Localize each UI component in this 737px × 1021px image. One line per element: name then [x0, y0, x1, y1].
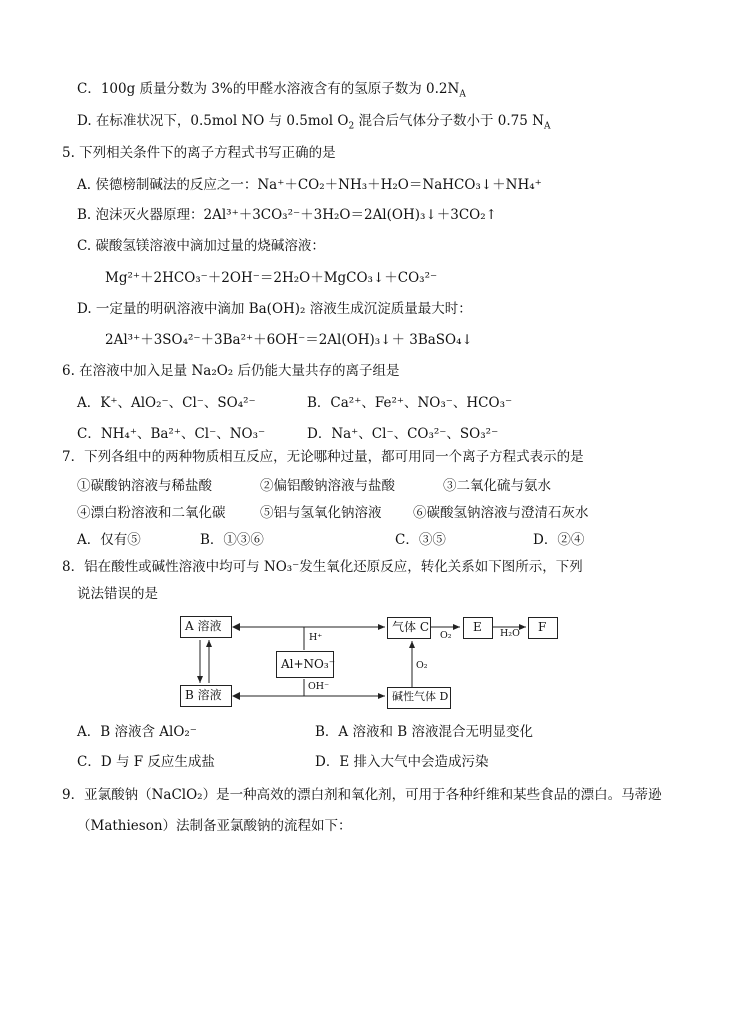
q5-stem: 5. 下列相关条件下的离子方程式书写正确的是 — [62, 145, 336, 161]
q8-option-c: C．D 与 F 反应生成盐 — [77, 754, 215, 770]
q7-item-4: ④漂白粉溶液和二氧化碳 — [77, 505, 226, 521]
diagram-box-c: 气体 C — [387, 617, 431, 639]
q6-stem: 6. 在溶液中加入足量 Na₂O₂ 后仍能大量共存的离子组是 — [62, 363, 400, 379]
q7-item-1: ①碳酸钠溶液与稀盐酸 — [77, 478, 212, 494]
diagram-label-h2o: H₂O — [500, 628, 520, 639]
q6-option-c: C．NH₄⁺、Ba²⁺、Cl⁻、NO₃⁻ — [77, 426, 266, 442]
diagram-box-d: 碱性气体 D — [387, 687, 451, 709]
q5-option-a: A. 侯德榜制碱法的反应之一：Na⁺＋CO₂＋NH₃＋H₂O＝NaHCO₃↓＋NH₄⁺ — [77, 177, 542, 193]
q5-option-b: B. 泡沫灭火器原理：2Al³⁺＋3CO₃²⁻＋3H₂O＝2Al(OH)₃↓＋3CO₂↑ — [77, 207, 497, 223]
q8-option-b: B．A 溶液和 B 溶液混合无明显变化 — [315, 724, 533, 740]
q6-option-a: A．K⁺、AlO₂⁻、Cl⁻、SO₄²⁻ — [77, 395, 256, 411]
diagram-box-center: Al+NO₃⁻ — [276, 651, 334, 678]
q5-option-c: C. 碳酸氢镁溶液中滴加过量的烧碱溶液： — [77, 238, 325, 254]
q8-stem-line2: 说法错误的是 — [77, 586, 158, 602]
diagram-label-o2-dc: O₂ — [416, 660, 428, 671]
q7-item-5: ⑤铝与氢氧化钠溶液 — [260, 505, 382, 521]
q7-option-c: C．③⑤ — [395, 532, 446, 548]
q5-option-d-equation: 2Al³⁺＋3SO₄²⁻＋3Ba²⁺＋6OH⁻＝2Al(OH)₃↓＋ 3BaSO₄↓ — [105, 332, 473, 348]
q4-option-d: D. 在标准状况下，0.5mol NO 与 0.5mol $O_2$ 混合后气体分子数小于 0.75 $N_A$ — [77, 113, 551, 132]
q7-item-2: ②偏铝酸钠溶液与盐酸 — [260, 478, 395, 494]
q4-option-c: C．100g 质量分数为 3%的甲醛水溶液含有的氢原子数为 $0.2N_A$ — [77, 81, 466, 100]
diagram-label-o2-ce: O₂ — [440, 630, 452, 641]
q5-option-c-equation: Mg²⁺＋2HCO₃⁻＋2OH⁻＝2H₂O＋MgCO₃↓＋CO₃²⁻ — [105, 270, 438, 286]
q8-option-a: A．B 溶液含 AlO₂⁻ — [77, 724, 197, 740]
q7-option-b: B．①③⑥ — [200, 532, 264, 548]
q7-item-6: ⑥碳酸氢钠溶液与澄清石灰水 — [413, 505, 589, 521]
q8-option-d: D．E 排入大气中会造成污染 — [315, 754, 489, 770]
diagram-box-e: E — [463, 617, 493, 639]
q9-stem-line1: 9．亚氯酸钠（NaClO₂）是一种高效的漂白剂和氧化剂，可用于各种纤维和某些食品的漂白。马蒂逊 — [62, 787, 662, 803]
q5-option-d: D. 一定量的明矾溶液中滴加 Ba(OH)₂ 溶液生成沉淀质量最大时： — [77, 301, 472, 317]
diagram-box-b: B 溶液 — [180, 685, 232, 707]
diagram-box-f: F — [528, 617, 558, 639]
q9-stem-line2: （Mathieson）法制备亚氯酸钠的流程如下： — [77, 818, 352, 834]
diagram-label-hplus: H⁺ — [309, 632, 323, 643]
q7-option-a: A．仅有⑤ — [77, 532, 141, 548]
q7-item-3: ③二氧化硫与氨水 — [443, 478, 551, 494]
q6-option-b: B．Ca²⁺、Fe²⁺、NO₃⁻、HCO₃⁻ — [307, 395, 513, 411]
diagram-box-a: A 溶液 — [180, 616, 232, 638]
q8-stem-line1: 8．铝在酸性或碱性溶液中均可与 NO₃⁻发生氧化还原反应，转化关系如下图所示，下列 — [62, 559, 583, 575]
diagram-label-ohminus: OH⁻ — [308, 681, 330, 692]
q6-option-d: D．Na⁺、Cl⁻、CO₃²⁻、SO₃²⁻ — [307, 426, 499, 442]
q7-option-d: D．②④ — [533, 532, 585, 548]
q7-stem: 7．下列各组中的两种物质相互反应，无论哪种过量，都可用同一个离子方程式表示的是 — [62, 449, 584, 465]
